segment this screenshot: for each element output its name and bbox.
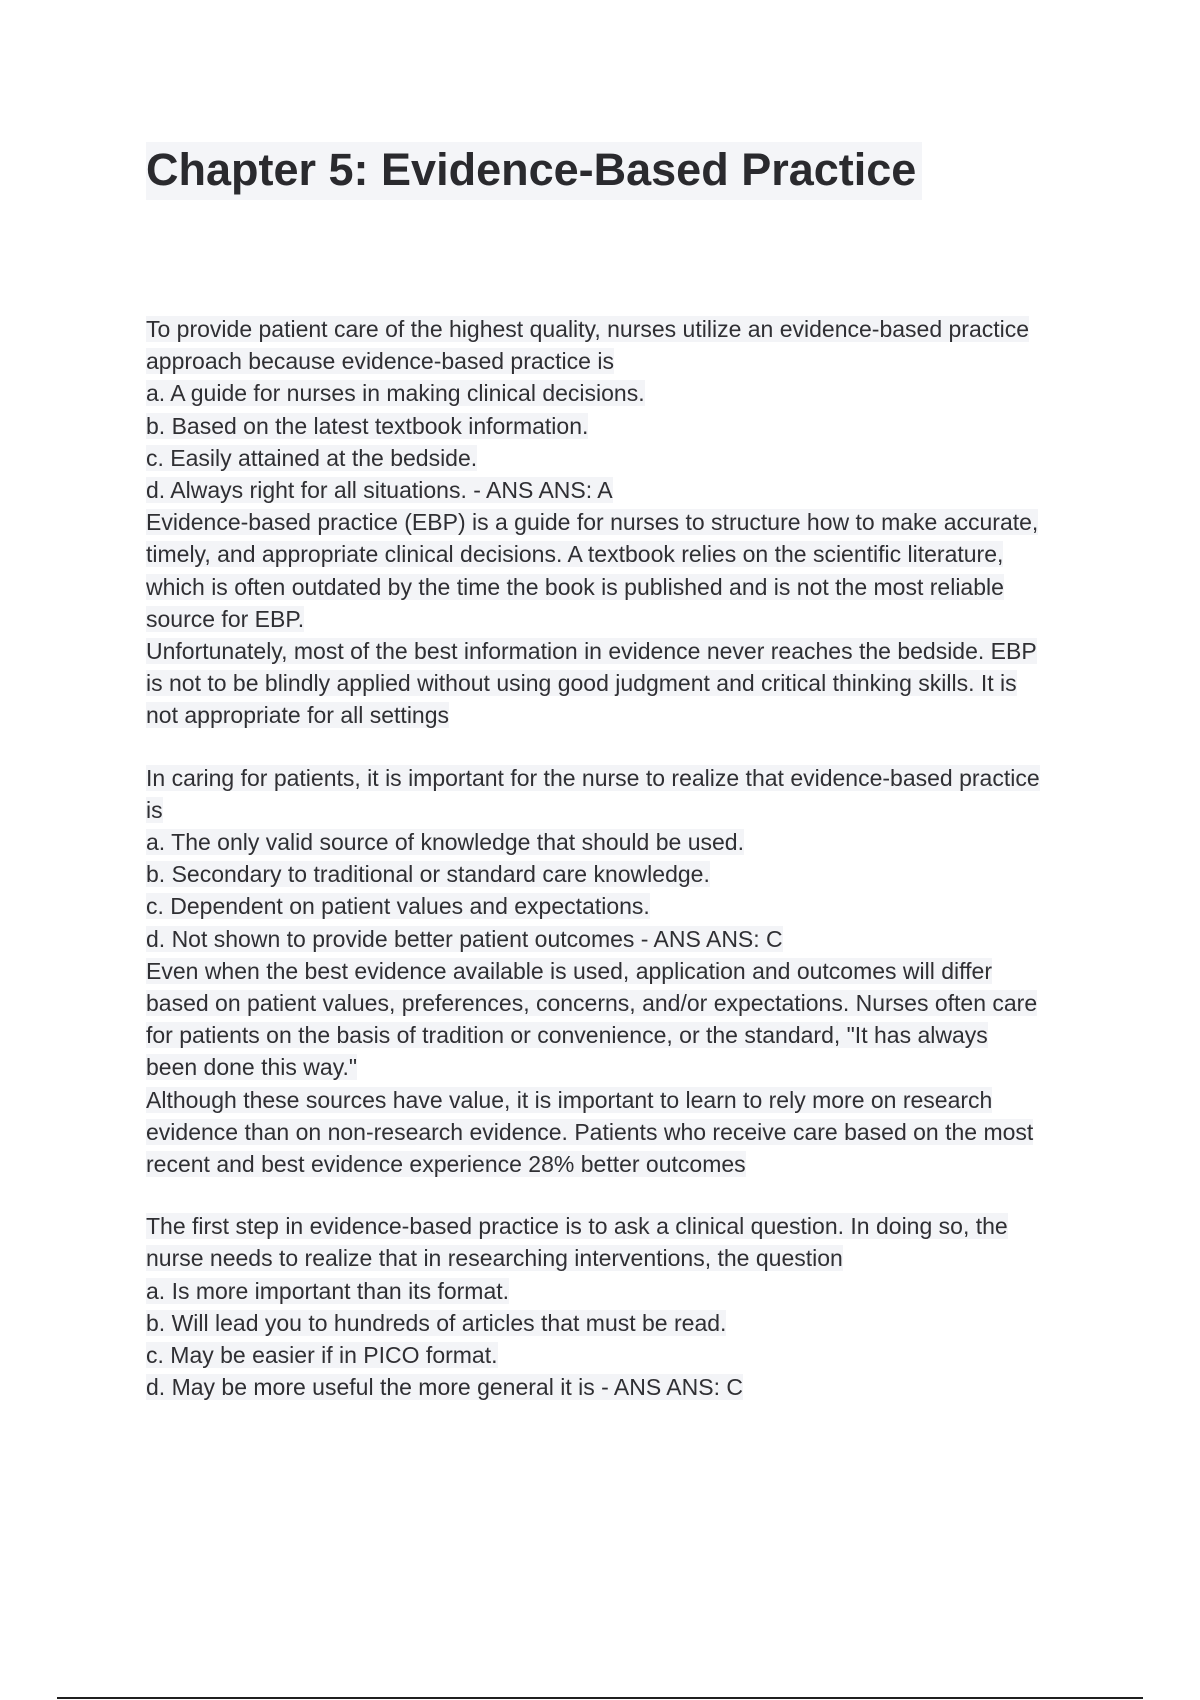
rationale-line: for patients on the basis of tradition or convenience, or the standard, "It has always <box>146 1022 988 1049</box>
question-block-2 <box>146 762 1096 1181</box>
text-line: nurse needs to realize that in researching interventions, the question <box>146 1245 843 1272</box>
rationale-line: Although these sources have value, it is important to learn to rely more on research <box>146 1086 993 1113</box>
question-block-3 <box>146 1210 1096 1403</box>
answer-option: c. Dependent on patient values and expectations. <box>146 893 650 920</box>
answer-option: c. May be easier if in PICO format. <box>146 1342 498 1369</box>
rationale-line: source for EBP. <box>146 605 305 632</box>
text-line: is <box>146 796 163 823</box>
answer-option: b. Will lead you to hundreds of articles that must be read. <box>146 1309 727 1336</box>
footer-divider <box>57 1697 1143 1699</box>
rationale-line: Unfortunately, most of the best information in evidence never reaches the bedside. EBP <box>146 638 1037 665</box>
text-line: In caring for patients, it is important for the nurse to realize that evidence-based practice <box>146 764 1040 791</box>
question-block-1 <box>146 313 1096 732</box>
text-line: To provide patient care of the highest quality, nurses utilize an evidence-based practice <box>146 316 1030 342</box>
rationale-line: is not to be blindly applied without using good judgment and critical thinking skills. It is <box>146 670 1017 697</box>
answer-option-with-key: d. May be more useful the more general it is - ANS ANS: C <box>146 1374 743 1401</box>
answer-option-with-key: d. Always right for all situations. - ANS ANS: A <box>146 477 613 504</box>
rationale-line: been done this way." <box>146 1054 358 1081</box>
answer-option: b. Secondary to traditional or standard care knowledge. <box>146 861 710 888</box>
rationale-line: recent and best evidence experience 28% better outcomes <box>146 1151 746 1178</box>
rationale-line: not appropriate for all settings <box>146 702 450 729</box>
answer-option: a. Is more important than its format. <box>146 1277 510 1304</box>
text-line: approach because evidence-based practice is <box>146 348 614 375</box>
rationale-line: which is often outdated by the time the book is published and is not the most reliable <box>146 573 1004 600</box>
rationale-line: evidence than on non-research evidence. Patients who receive care based on the most <box>146 1118 1034 1145</box>
rationale-line: Even when the best evidence available is used, application and outcomes will differ <box>146 957 992 984</box>
page-title: Chapter 5: Evidence-Based Practice <box>146 142 922 200</box>
answer-option: b. Based on the latest textbook information. <box>146 412 589 439</box>
text-line: The first step in evidence-based practice is to ask a clinical question. In doing so, the <box>146 1213 1008 1240</box>
answer-option: c. Easily attained at the bedside. <box>146 444 478 471</box>
rationale-line: timely, and appropriate clinical decisions. A textbook relies on the scientific literature, <box>146 541 1004 568</box>
answer-option: a. A guide for nurses in making clinical decisions. <box>146 380 645 407</box>
document-body <box>146 313 1096 1434</box>
rationale-line: based on patient values, preferences, concerns, and/or expectations. Nurses often care <box>146 990 1038 1017</box>
rationale-line: Evidence-based practice (EBP) is a guide for nurses to structure how to make accurate, <box>146 509 1039 536</box>
answer-option-with-key: d. Not shown to provide better patient outcomes - ANS ANS: C <box>146 925 783 952</box>
answer-option: a. The only valid source of knowledge that should be used. <box>146 829 744 856</box>
